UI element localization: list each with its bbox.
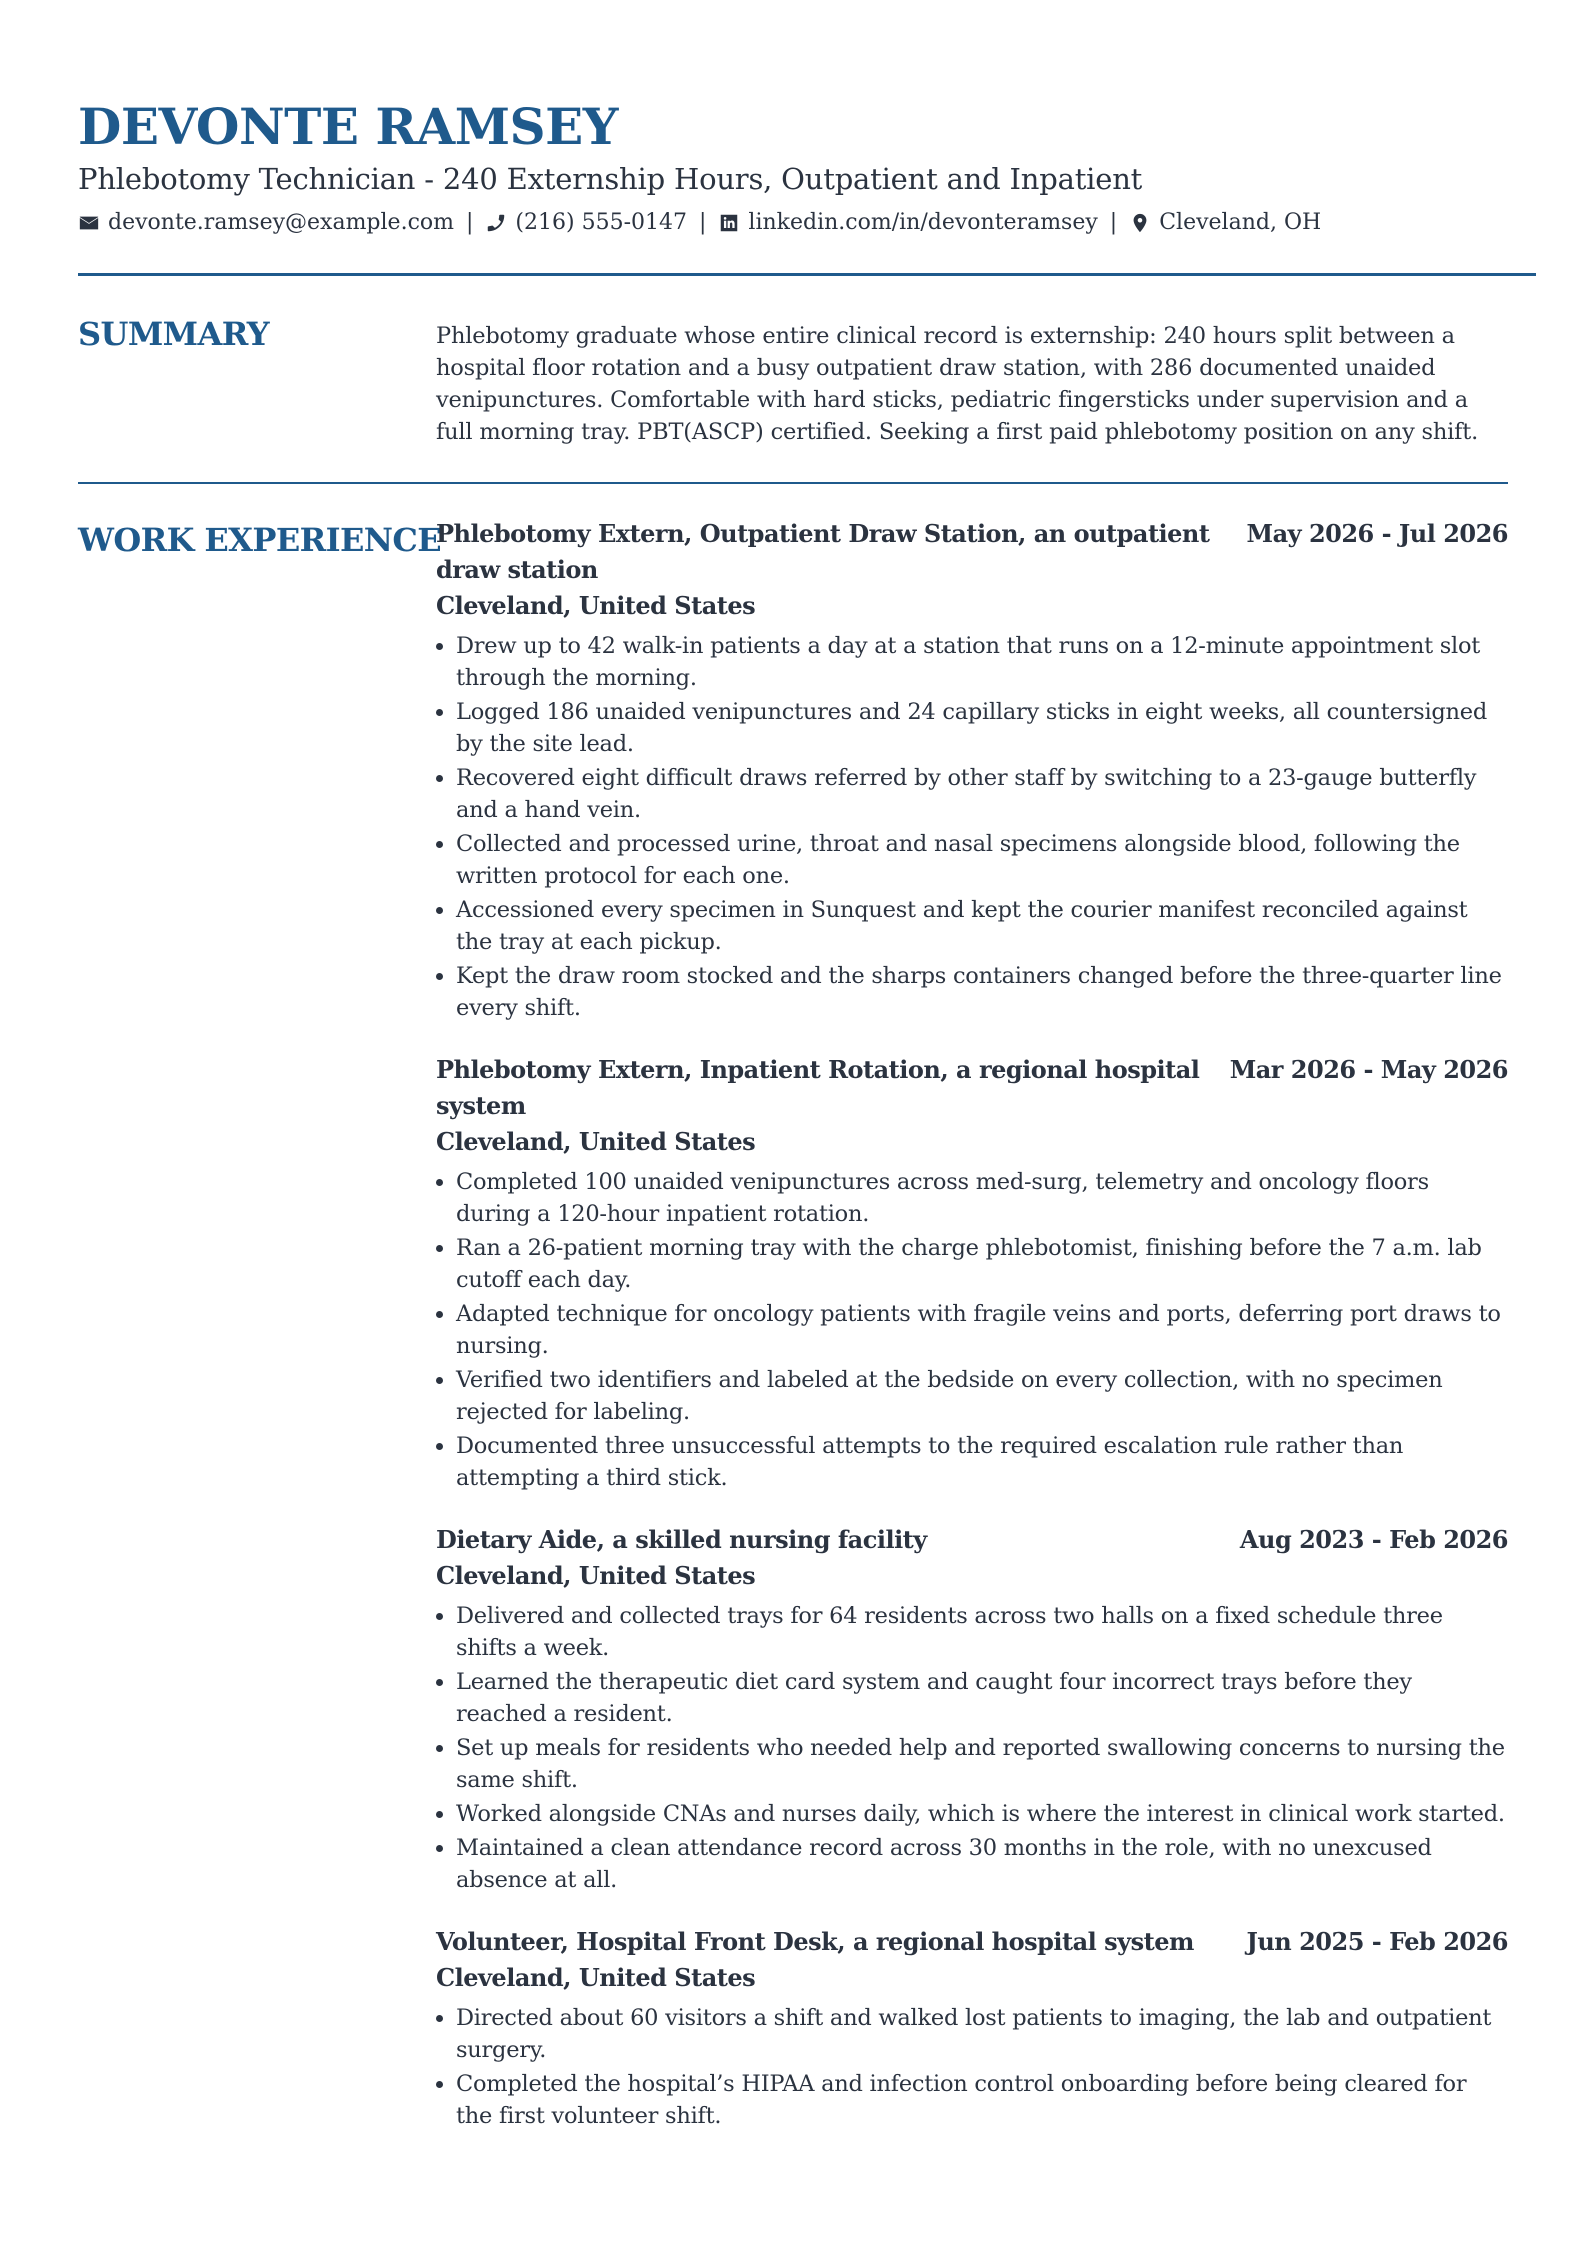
- summary-heading: SUMMARY: [78, 315, 269, 353]
- job-bullets: [436, 2002, 1508, 2132]
- job-header: [436, 1052, 1508, 1124]
- bullet-item: Delivered and collected trays for 64 residents across two halls on a fixed schedule three shifts a week.: [456, 1600, 1508, 1664]
- job-location: Cleveland, United States: [436, 591, 756, 620]
- bullet-item: Ran a 26-patient morning tray with the charge phlebotomist, finishing before the 7 a.m. lab cutoff each day.: [456, 1232, 1508, 1296]
- bullet-item: Accessioned every specimen in Sunquest and kept the courier manifest reconciled against the tray at each pickup.: [456, 894, 1508, 958]
- job-title: Volunteer, Hospital Front Desk, a regional hospital system: [436, 1927, 1194, 1956]
- job-dates: Aug 2023 - Feb 2026: [1239, 1525, 1508, 1554]
- contact-separator: |: [466, 210, 474, 235]
- linkedin-icon: [718, 212, 740, 234]
- summary-section: [78, 314, 1508, 445]
- summary-body: [436, 320, 1508, 448]
- job-header: [436, 1924, 1508, 1960]
- contact-separator: |: [1109, 210, 1118, 235]
- bullet-item: Learned the therapeutic diet card system and caught four incorrect trays before they reached a resident.: [456, 1666, 1508, 1730]
- job-title: Phlebotomy Extern, Outpatient Draw Station, an outpatient draw station: [436, 519, 1210, 584]
- summary-text: Phlebotomy graduate whose entire clinical record is externship: 240 hours split between a hospital floor rotation and a busy outpatient draw station, with 286 documented unaided venipunctures. Comfortable with hard sticks, pediatric fingersticks under supervision and a full morning tray. PBT(ASCP) certified. Seeking a first paid phlebotomy position on any shift.: [436, 323, 1479, 445]
- bullet-item: Kept the draw room stocked and the sharps containers changed before the three-quarter line every shift.: [456, 960, 1508, 1024]
- job-header: [436, 516, 1508, 588]
- header-divider: [78, 273, 1536, 276]
- contact-location: [1129, 208, 1321, 238]
- bullet-item: Set up meals for residents who needed help and reported swallowing concerns to nursing the same shift.: [456, 1732, 1508, 1796]
- job-entry: [436, 1924, 1508, 2132]
- job-title: Dietary Aide, a skilled nursing facility: [436, 1525, 927, 1554]
- bullet-item: Worked alongside CNAs and nurses daily, which is where the interest in clinical work started.: [456, 1798, 1508, 1830]
- location-text: Cleveland, OH: [1159, 210, 1322, 235]
- job-entry: [436, 1522, 1508, 1896]
- experience-heading: WORK EXPERIENCE: [78, 521, 442, 559]
- phone-icon: [485, 212, 507, 234]
- bullet-item: Documented three unsuccessful attempts to the required escalation rule rather than attempting a third stick.: [456, 1430, 1508, 1494]
- contact-phone[interactable]: [485, 208, 687, 238]
- bullet-item: Drew up to 42 walk-in patients a day at a station that runs on a 12-minute appointment slot through the morning.: [456, 630, 1508, 694]
- bullet-item: Completed the hospital’s HIPAA and infection control onboarding before being cleared for the first volunteer shift.: [456, 2068, 1508, 2132]
- bullet-item: Logged 186 unaided venipunctures and 24 capillary sticks in eight weeks, all countersigned by the site lead.: [456, 696, 1508, 760]
- section-divider: [78, 482, 1508, 484]
- job-location: Cleveland, United States: [436, 1561, 756, 1590]
- job-location: Cleveland, United States: [436, 1963, 756, 1992]
- resume-page: [78, 96, 1536, 2129]
- job-location: Cleveland, United States: [436, 1127, 756, 1156]
- contact-separator: |: [699, 210, 707, 235]
- job-entry: [436, 516, 1508, 1024]
- bullet-item: Verified two identifiers and labeled at the bedside on every collection, with no specimen rejected for labeling.: [456, 1364, 1508, 1428]
- bullet-item: Adapted technique for oncology patients with fragile veins and ports, deferring port draws to nursing.: [456, 1298, 1508, 1362]
- bullet-item: Directed about 60 visitors a shift and walked lost patients to imaging, the lab and outpatient surgery.: [456, 2002, 1508, 2066]
- linkedin-text: linkedin.com/in/devonteramsey: [748, 210, 1098, 235]
- job-bullets: [436, 630, 1508, 1024]
- job-dates: Jun 2025 - Feb 2026: [1246, 1927, 1508, 1956]
- envelope-icon: [78, 212, 100, 234]
- job-bullets: [436, 1166, 1508, 1494]
- bullet-item: Completed 100 unaided venipunctures across med-surg, telemetry and oncology floors during a 120-hour inpatient rotation.: [456, 1166, 1508, 1230]
- map-pin-icon: [1129, 212, 1151, 234]
- headline: Phlebotomy Technician - 240 Externship Hours, Outpatient and Inpatient: [78, 162, 1143, 196]
- phone-text: (216) 555-0147: [515, 210, 687, 235]
- job-bullets: [436, 1600, 1508, 1896]
- job-dates: May 2026 - Jul 2026: [1246, 519, 1508, 548]
- job-entry: [436, 1052, 1508, 1494]
- contact-linkedin[interactable]: [718, 208, 1097, 238]
- bullet-item: Recovered eight difficult draws referred by other staff by switching to a 23-gauge butterfly and a hand vein.: [456, 762, 1508, 826]
- job-header: [436, 1522, 1508, 1558]
- bullet-item: Collected and processed urine, throat and nasal specimens alongside blood, following the written protocol for each one.: [456, 828, 1508, 892]
- candidate-name: DEVONTE RAMSEY: [78, 97, 618, 156]
- contact-bar: [78, 208, 1536, 238]
- contact-email[interactable]: [78, 208, 454, 238]
- experience-body: [436, 516, 1508, 2160]
- bullet-item: Maintained a clean attendance record across 30 months in the role, with no unexcused absence at all.: [456, 1832, 1508, 1896]
- job-title: Phlebotomy Extern, Inpatient Rotation, a regional hospital system: [436, 1055, 1200, 1120]
- email-text: devonte.ramsey@example.com: [108, 210, 454, 235]
- job-dates: Mar 2026 - May 2026: [1229, 1055, 1508, 1084]
